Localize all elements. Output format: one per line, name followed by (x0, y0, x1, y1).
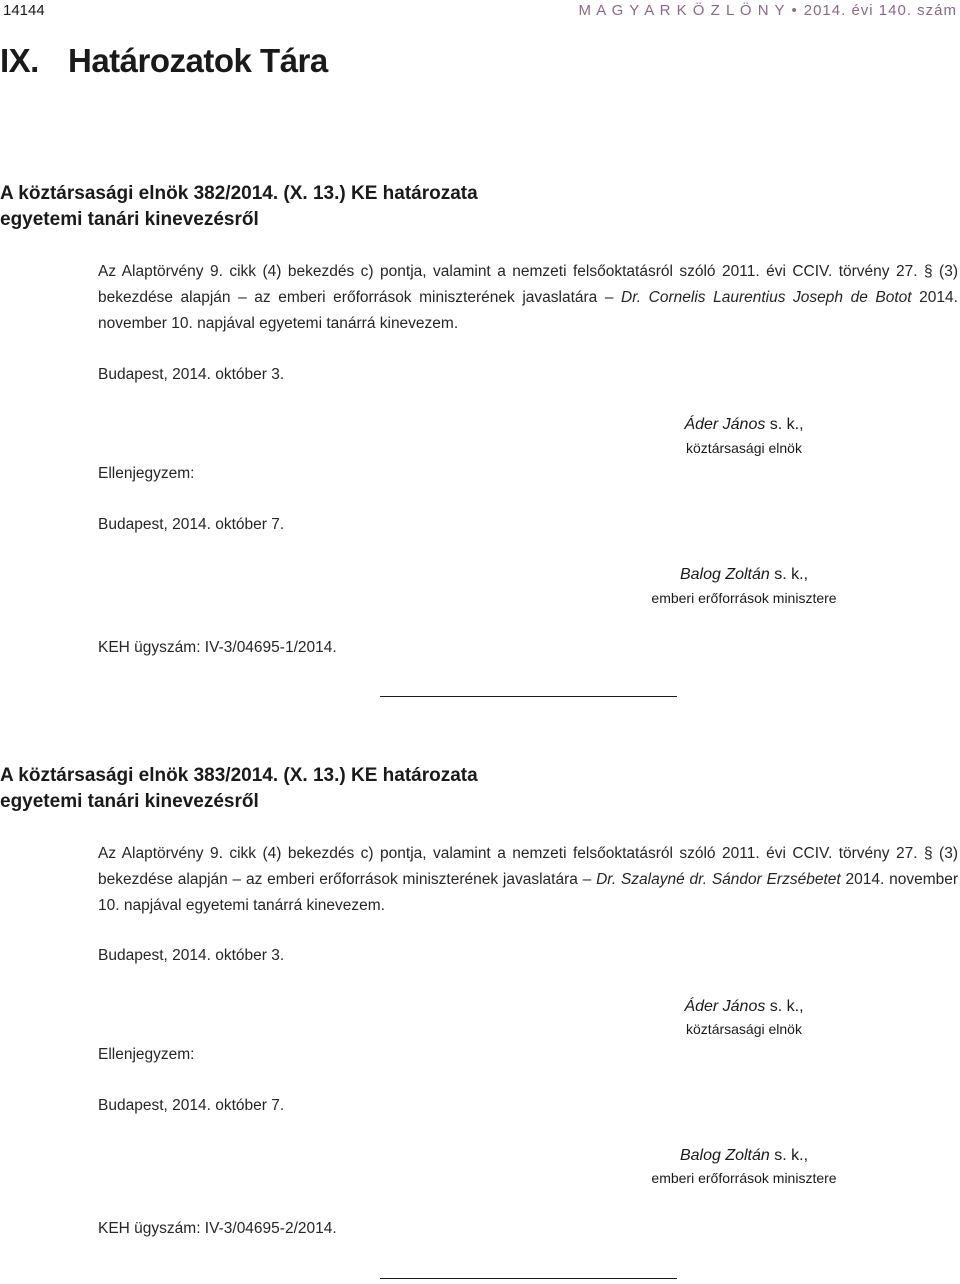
issue-number: 2014. évi 140. szám (803, 2, 957, 19)
decree-title (0, 181, 478, 233)
journal-name: M A G Y A R K Ö Z L Ö N Y (578, 2, 786, 19)
countersign-date: Budapest, 2014. október 7. (98, 516, 285, 533)
chapter-heading (0, 42, 328, 80)
signer-name-text: Áder János (684, 416, 766, 433)
case-number: KEH ügyszám: IV-3/04695-1/2014. (98, 639, 337, 656)
running-header (578, 2, 957, 19)
decree-body-text: Az Alaptörvény 9. cikk (4) bekezdés c) pontja, valamint a nemzeti felsőoktatásról szóló 2011. évi CCIV. törvény 27. § (3) bekezdése alapján – az emberi erőforrások miniszterének javaslatára – (98, 263, 958, 306)
appointee-name: Dr. Cornelis Laurentius Joseph de Botot (621, 289, 912, 306)
signer-role: köztársasági elnök (686, 1021, 802, 1037)
decree-body (98, 259, 958, 337)
appointee-name: Dr. Szalayné dr. Sándor Erzsébetet (596, 871, 841, 888)
countersign-label: Ellenjegyzem: (98, 465, 195, 482)
decree-body-text: Az Alaptörvény 9. cikk (4) bekezdés c) pontja, valamint a nemzeti felsőoktatásról szóló 2011. évi CCIV. törvény 27. § (3) bekezdése alapján – az emberi erőforrások miniszterének javaslatára – (98, 845, 958, 888)
countersign-date: Budapest, 2014. október 7. (98, 1097, 285, 1114)
decree-title (0, 763, 478, 815)
signing-date: Budapest, 2014. október 3. (98, 366, 285, 383)
signer-name (594, 416, 894, 434)
signer-role: köztársasági elnök (686, 440, 802, 456)
decree-body-text-end: 2014. november 10. napjával egyetemi tanárrá kinevezem. (98, 289, 958, 332)
decree-body-text-end: 2014. november 10. napjával egyetemi tanárrá kinevezem. (98, 871, 959, 914)
countersigner-name (594, 566, 894, 584)
signer-suffix: s. k., (765, 416, 804, 433)
countersigner-role: emberi erőforrások minisztere (651, 1170, 837, 1186)
decree-title-line1: A köztársasági elnök 382/2014. (X. 13.) KE határozata (0, 183, 478, 204)
countersigner-suffix: s. k., (769, 1147, 809, 1164)
countersigner-name (594, 1147, 894, 1165)
section-divider (380, 1278, 677, 1279)
decree-title-line1: A köztársasági elnök 383/2014. (X. 13.) KE határozata (0, 765, 478, 786)
countersigner-suffix: s. k., (769, 566, 809, 583)
header-separator: • (791, 2, 798, 19)
countersigner-name-text: Balog Zoltán (679, 1147, 770, 1164)
countersigner-role: emberi erőforrások minisztere (651, 590, 837, 606)
decree-title-line2: egyetemi tanári kinevezésről (0, 209, 259, 230)
signing-date: Budapest, 2014. október 3. (98, 947, 285, 964)
page-number: 14144 (3, 2, 45, 19)
countersigner-name-text: Balog Zoltán (679, 566, 770, 583)
signer-name (594, 998, 894, 1016)
chapter-number: IX. (0, 42, 39, 79)
signer-suffix: s. k., (765, 998, 804, 1015)
decree-body (98, 841, 958, 919)
countersign-label: Ellenjegyzem: (98, 1046, 195, 1063)
case-number: KEH ügyszám: IV-3/04695-2/2014. (98, 1220, 337, 1237)
section-divider (380, 696, 677, 697)
decree-title-line2: egyetemi tanári kinevezésről (0, 791, 259, 812)
chapter-title: Határozatok Tára (68, 42, 328, 79)
signer-name-text: Áder János (684, 998, 766, 1015)
